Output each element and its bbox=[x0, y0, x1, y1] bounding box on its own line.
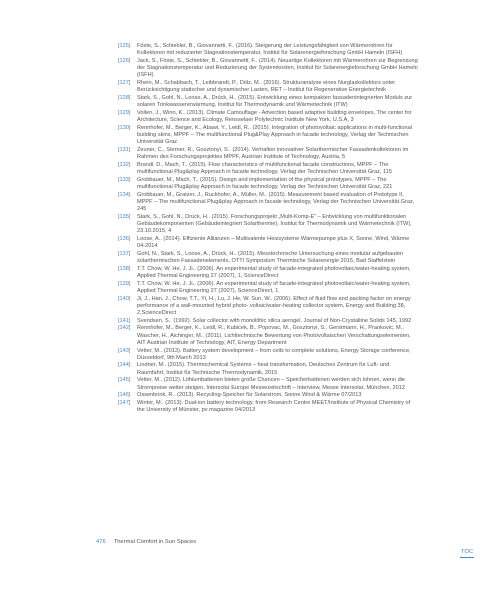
reference-text: Grobbauer, M., Gratzer, J., Ruckhofer, A., Müller, M.. (2015). Measurement based evaluation of Prototype II, MPPF – The multifunctional Plug&play Approach in facade technology, Verlag der Technischen Universität Graz, 245 bbox=[137, 191, 415, 213]
reference-entry bbox=[118, 162, 418, 177]
reference-text: Loose, A.. (2014). Effiziente Allianzen – Multivalente Heizsysteme Wärmepumpe plus X, Sonne, Wind, Wärme 04-2014 bbox=[137, 235, 410, 250]
reference-number[interactable]: [135] bbox=[118, 213, 131, 220]
reference-list bbox=[118, 43, 418, 415]
reference-number[interactable]: [145] bbox=[118, 377, 131, 384]
reference-entry bbox=[118, 362, 418, 377]
reference-text: Lindner, M.. (2015). Thermochemical Systems – heat transformation, Deutsches Zentrum für Luft- und Raumfahrt, Institut für Technische Thermodynamik, 2015 bbox=[137, 362, 390, 376]
reference-number[interactable]: [138] bbox=[118, 265, 131, 272]
reference-number[interactable]: [139] bbox=[118, 280, 131, 287]
reference-text: Rhein, M., Schabbach, T., Leibbrandt, P., Dölz, M.. (2016). Strukturanalyse eines Nurglaskollektors unter Berücksichtigung statischer und dynamischer Lasten, RET – Institut für Regenerative Energietechnik bbox=[137, 80, 396, 94]
reference-entry bbox=[118, 296, 418, 318]
reference-text: Rennhofer, M., Berger, K., Leidl, R., Kubicek, B., Popovac, M., Gosztonyi, S., Gerstmann, H., Prankovic, M., Wascher, H., Aichinger, M.. (2011). Lichttechnische Bewertung von Photovoltaischen Verschattungselementen, AIT Austrian Institute of Technology, AIT, Energy Department bbox=[137, 325, 411, 346]
reference-number[interactable]: [144] bbox=[118, 362, 131, 369]
toc-underline bbox=[460, 557, 474, 558]
reference-text: Ossenbrink, R.. (2013). Recycling-Speicher für Solarstrom, Sonne Wind & Wärme 07/2013 bbox=[137, 392, 362, 399]
reference-entry bbox=[118, 348, 418, 363]
reference-text: Gohl, N., Stark, S., Loose, A., Drück, H.. (2015). Messtechnische Untersuchung eines modular aufgebauten solarthermischen Fassadenelements, OTTI Symposium Thermische Solarenergie 2015, Bad Staffelstein bbox=[137, 250, 404, 265]
reference-entry bbox=[118, 58, 418, 80]
reference-entry bbox=[118, 281, 418, 296]
reference-entry bbox=[118, 266, 418, 281]
reference-text: Svendsen, S.. (1992). Solar collector with monolithic silica aerogel. Journal of Non-Crystalline Solids 145, 1992 bbox=[137, 317, 412, 324]
toc-link[interactable] bbox=[460, 549, 474, 558]
reference-number[interactable]: [125] bbox=[118, 43, 131, 49]
reference-entry bbox=[118, 236, 418, 251]
reference-text: Brandl. D., Mach, T.. (2015). Flow characteristics of multifunctional facade constructions, MPPF – The multifunctional Plug&play Approach in facade technology, Verlag der Technischen Universität Graz, 115 bbox=[137, 161, 392, 176]
reference-number[interactable]: [130] bbox=[118, 124, 131, 131]
reference-text: Winter, M.. (2013). Dual-ion battery technology, from Research Centre MEET/Institute of Physical Chemistry of the University of Münster, pv magazine 04/2013 bbox=[137, 399, 411, 414]
reference-number[interactable]: [129] bbox=[118, 109, 131, 116]
reference-entry bbox=[118, 80, 418, 95]
reference-entry bbox=[118, 325, 418, 347]
reference-number[interactable]: [132] bbox=[118, 161, 131, 168]
reference-number[interactable]: [126] bbox=[118, 57, 131, 64]
reference-text: Vetter, M.. (2012). Lithiumbatterien bieten große Chancen – Speicherbatterien werden sich lohnen, wenn die Strompreise weiter steigen, Intersolar Europe Messezeitschrift – Interview, Messe Intersolar, München, 2012 bbox=[137, 377, 406, 391]
toc-label: TOC bbox=[460, 549, 474, 555]
reference-number[interactable]: [146] bbox=[118, 392, 131, 399]
reference-entry bbox=[118, 192, 418, 214]
page-footer bbox=[96, 539, 196, 545]
reference-entry bbox=[118, 251, 418, 266]
reference-text: Vetter, M.. (2013). Battery system development – from cells to complete solutions, Energy Storage conference, Düsseldorf, 9th March 2013 bbox=[137, 347, 411, 361]
reference-text: Grobbauer, M., Mach, T.. (2015). Design and implementation of the physical prototypes, MPPF – The multifunctional Plug&play Approach in facade technology, Verlag der Technischen Universität Graz, 221 bbox=[137, 176, 393, 191]
reference-text: T.T. Chow, W. He, J. Ji.. (2006). An experimental study of facade-integrated photovoltaic/water-heating system, Applied Thermal Engineering 27 (2007), ScienceDirect, 1 bbox=[137, 280, 411, 294]
reference-text: Föste, S., Schiebler, B., Giovannetti, F.. (2016). Steigerung der Leistungsfähigkeit von Wärmerohren für Kollektoren mit reduzierter Stagnationstemperatur, Institut für Solarenergieforschung GmbH Hameln (ISFH) bbox=[137, 43, 403, 57]
reference-text: Zeuner, C., Sterner, R., Gosztonyi, S.. (2014). Verhalten innovativer Solarthermischer Fassadenkollektoren im Rahmen des Forschungsprojektes MPPF, Austrian Institute of Technology, Austria, 5 bbox=[137, 146, 409, 161]
reference-number[interactable]: [142] bbox=[118, 325, 131, 332]
reference-number[interactable]: [137] bbox=[118, 250, 131, 257]
footer-title: Thermal Comfort in Sun Spaces bbox=[113, 539, 197, 545]
reference-entry bbox=[118, 377, 418, 392]
reference-text: Rennhofer, M., Berger, K., Abawi, Y., Leidl, R.. (2015). Integration of photovoltaic applications in multi-functional building skins, MPPF – The multifunctional Plug&Play Approach in facade technology, Verlag der Technischen Universität Graz bbox=[137, 124, 412, 146]
reference-entry bbox=[118, 110, 418, 125]
reference-text: Jack, S., Föste, S., Schiebler, B., Giovannetti, F.. (2014). Neuartige Kollektoren mit Wärmerohren zur Begrenzung der Stagnationstemperatur und Reduzierung der Systemkosten, Institut für Solarenergieforschung GmbH Hameln (ISFH) bbox=[137, 57, 418, 79]
reference-number[interactable]: [131] bbox=[118, 146, 131, 153]
reference-text: Ji, J., Han, J., Chow, T.T., Yi, H., Lu, J. He, W. Sun, W.. (2006). Effect of fluid flow and packing factor on energy performance of a wall-mounted hybrid photo- voltaic/water-heating collector system, Energy and Building 38, 2,ScienceDirect bbox=[137, 295, 411, 317]
reference-text: T.T. Chow, W. He, J. Ji.. (2006). An experimental study of facade-integrated photovoltaic/water-heating system, Applied Thermal Engineering 27 (2007), 1, ScienceDirect bbox=[137, 265, 411, 280]
reference-text: Vollen, J., Winn, K.. (2013). Climate Camouflage - Advection based adaptive building envelopes, The center for Architecture, Science and Ecology, Rensselaer Polytechnic Institute New York, U.S.A, 3 bbox=[137, 109, 412, 124]
reference-entry bbox=[118, 392, 418, 399]
reference-number[interactable]: [147] bbox=[118, 399, 131, 406]
reference-number[interactable]: [127] bbox=[118, 80, 131, 87]
reference-number[interactable]: [136] bbox=[118, 235, 131, 242]
reference-number[interactable]: [141] bbox=[118, 317, 131, 324]
reference-entry bbox=[118, 95, 418, 110]
reference-number[interactable]: [140] bbox=[118, 295, 131, 302]
reference-number[interactable]: [134] bbox=[118, 191, 131, 198]
reference-number[interactable]: [143] bbox=[118, 347, 131, 354]
reference-entry bbox=[118, 318, 418, 325]
reference-number[interactable]: [133] bbox=[118, 176, 131, 183]
reference-entry bbox=[118, 125, 418, 147]
reference-entry bbox=[118, 177, 418, 192]
reference-entry bbox=[118, 400, 418, 415]
reference-text: Stark, S., Gohl, N., Loose, A., Drück, H.. (2015). Entwicklung eines kompakten fassadenintegrierten Moduls zur solaren Trinkwassererwärmung, Institut für Thermodynamik und Wärmetechnik (ITW) bbox=[137, 94, 413, 109]
reference-number[interactable]: [128] bbox=[118, 94, 131, 101]
page-number: 476 bbox=[96, 539, 106, 545]
reference-entry bbox=[118, 214, 418, 236]
reference-entry bbox=[118, 43, 418, 58]
reference-entry bbox=[118, 147, 418, 162]
reference-text: Stark, S., Gohl, N., Drück, H.. (2015). Forschungsprojekt „Multi-Komp-E“ – Entwicklung von multifunktionalen Gebäudekomponenten (Gebäudeintegriert Solarthermie), Institut für Thermodynamik und Wärmetechnik (ITW), 23.10.2015, 4 bbox=[137, 213, 412, 235]
